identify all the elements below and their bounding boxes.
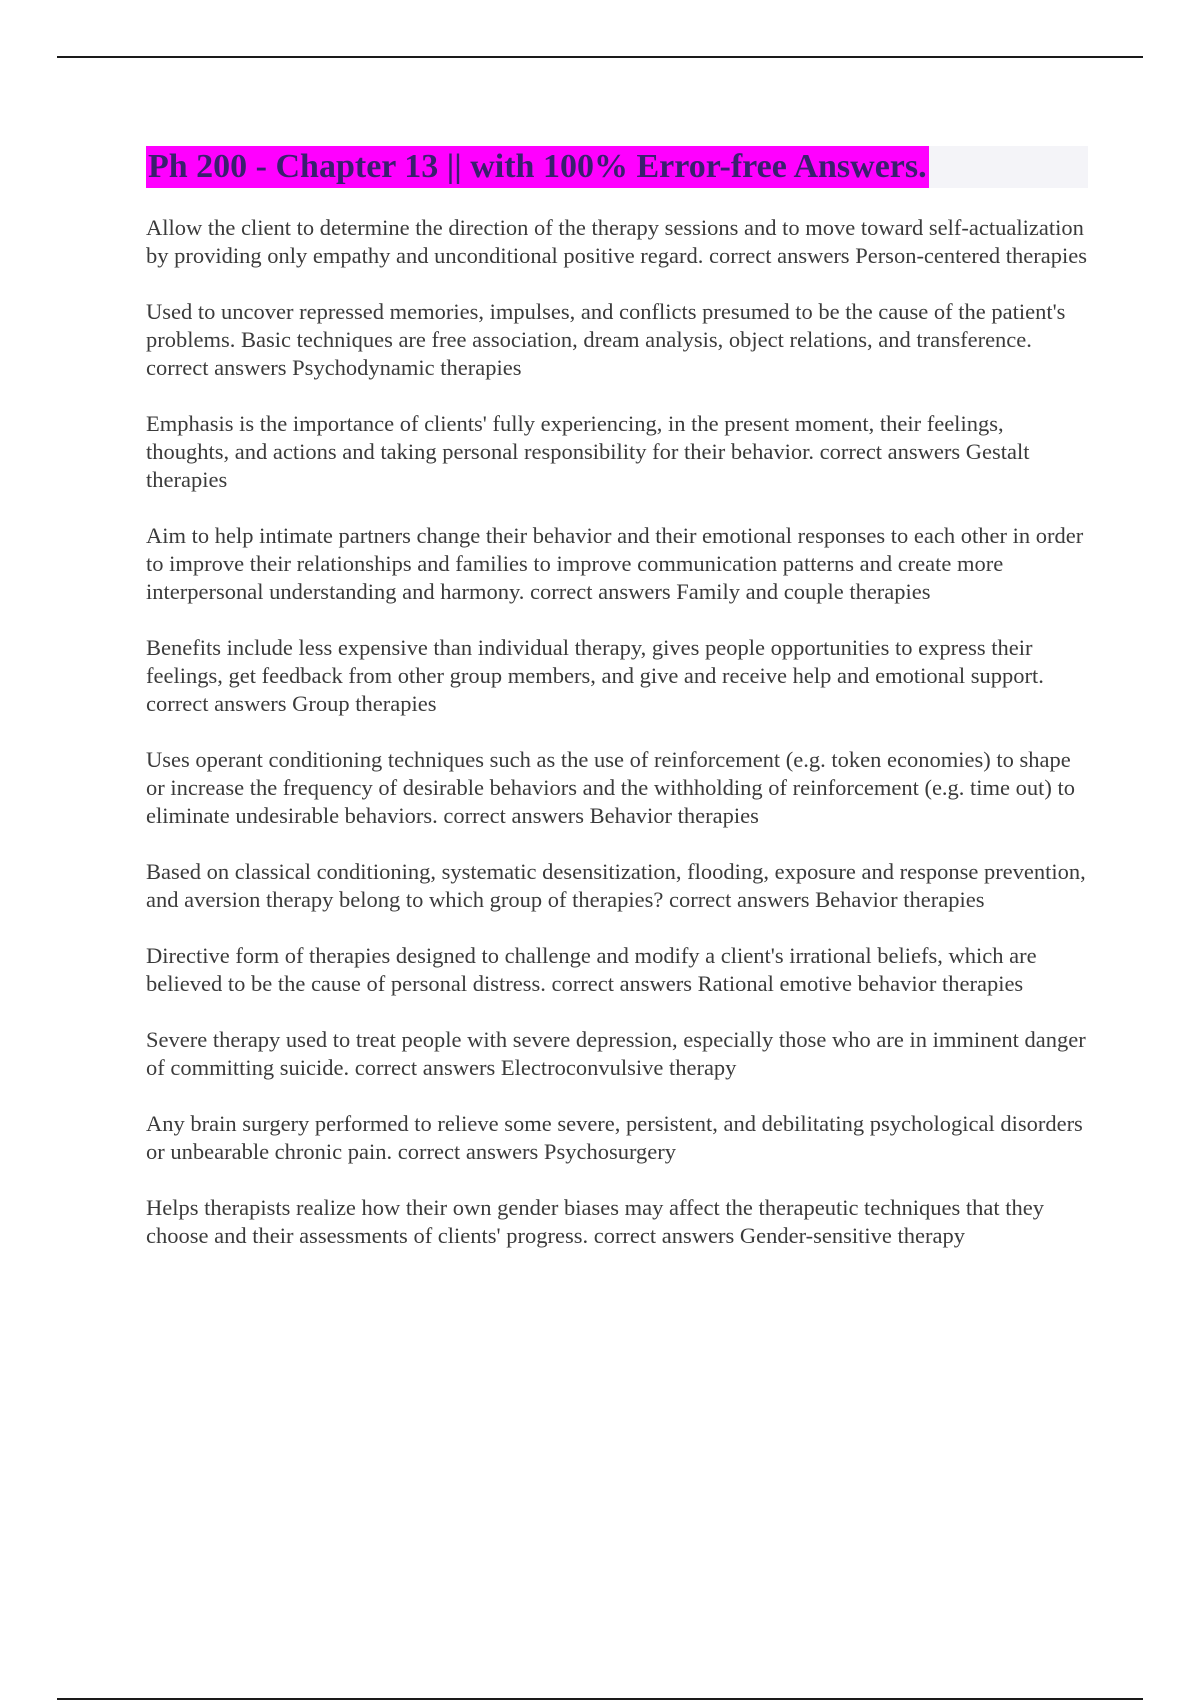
qa-item-psychosurgery: Any brain surgery performed to relieve some severe, persistent, and debilitating psychological disorders or unbearable chronic pain. correct answers Psychosurgery xyxy=(146,1111,1083,1164)
qa-item-electroconvulsive: Severe therapy used to treat people with severe depression, especially those who are in imminent danger of committing suicide. correct answers Electroconvulsive therapy xyxy=(146,1027,1086,1080)
qa-item-behavior-operant: Uses operant conditioning techniques such as the use of reinforcement (e.g. token economies) to shape or increase the frequency of desirable behaviors and the withholding of reinforcement (e.g. time out) to eliminate undesirable behaviors. correct answers Behavior therapies xyxy=(146,747,1076,828)
qa-item-behavior-classical: Based on classical conditioning, systematic desensitization, flooding, exposure and response prevention, and aversion therapy belong to which group of therapies? correct answers Behavior therapies xyxy=(146,859,1086,912)
header-rule xyxy=(57,56,1143,58)
qa-item-rational-emotive: Directive form of therapies designed to challenge and modify a client's irrational beliefs, which are believed to be the cause of personal distress. correct answers Rational emotive behavior therapies xyxy=(146,943,1037,996)
qa-item-group: Benefits include less expensive than individual therapy, gives people opportunities to express their feelings, get feedback from other group members, and give and receive help and emotional support. correct answers Group therapies xyxy=(146,635,1044,716)
qa-item-person-centered: Allow the client to determine the direction of the therapy sessions and to move toward self-actualization by providing only empathy and unconditional positive regard. correct answers Person-centered therapies xyxy=(146,215,1087,268)
qa-item-family-couple: Aim to help intimate partners change their behavior and their emotional responses to each other in order to improve their relationships and families to improve communication patterns and create more interpersonal understanding and harmony. correct answers Family and couple therapies xyxy=(146,523,1084,604)
qa-item-gestalt: Emphasis is the importance of clients' fully experiencing, in the present moment, their feelings, thoughts, and actions and taking personal responsibility for their behavior. correct answers Gestalt therapies xyxy=(146,411,1030,492)
qa-item-gender-sensitive: Helps therapists realize how their own gender biases may affect the therapeutic techniques that they choose and their assessments of clients' progress. correct answers Gender-sensitive therapy xyxy=(146,1195,1045,1248)
document-title: Ph 200 - Chapter 13 || with 100% Error-free Answers. xyxy=(146,146,929,188)
qa-item-psychodynamic: Used to uncover repressed memories, impulses, and conflicts presumed to be the cause of the patient's problems. Basic techniques are free association, dream analysis, object relations, and transference. correct answers Psychodynamic therapies xyxy=(146,299,1066,380)
qa-list xyxy=(146,214,1091,1278)
